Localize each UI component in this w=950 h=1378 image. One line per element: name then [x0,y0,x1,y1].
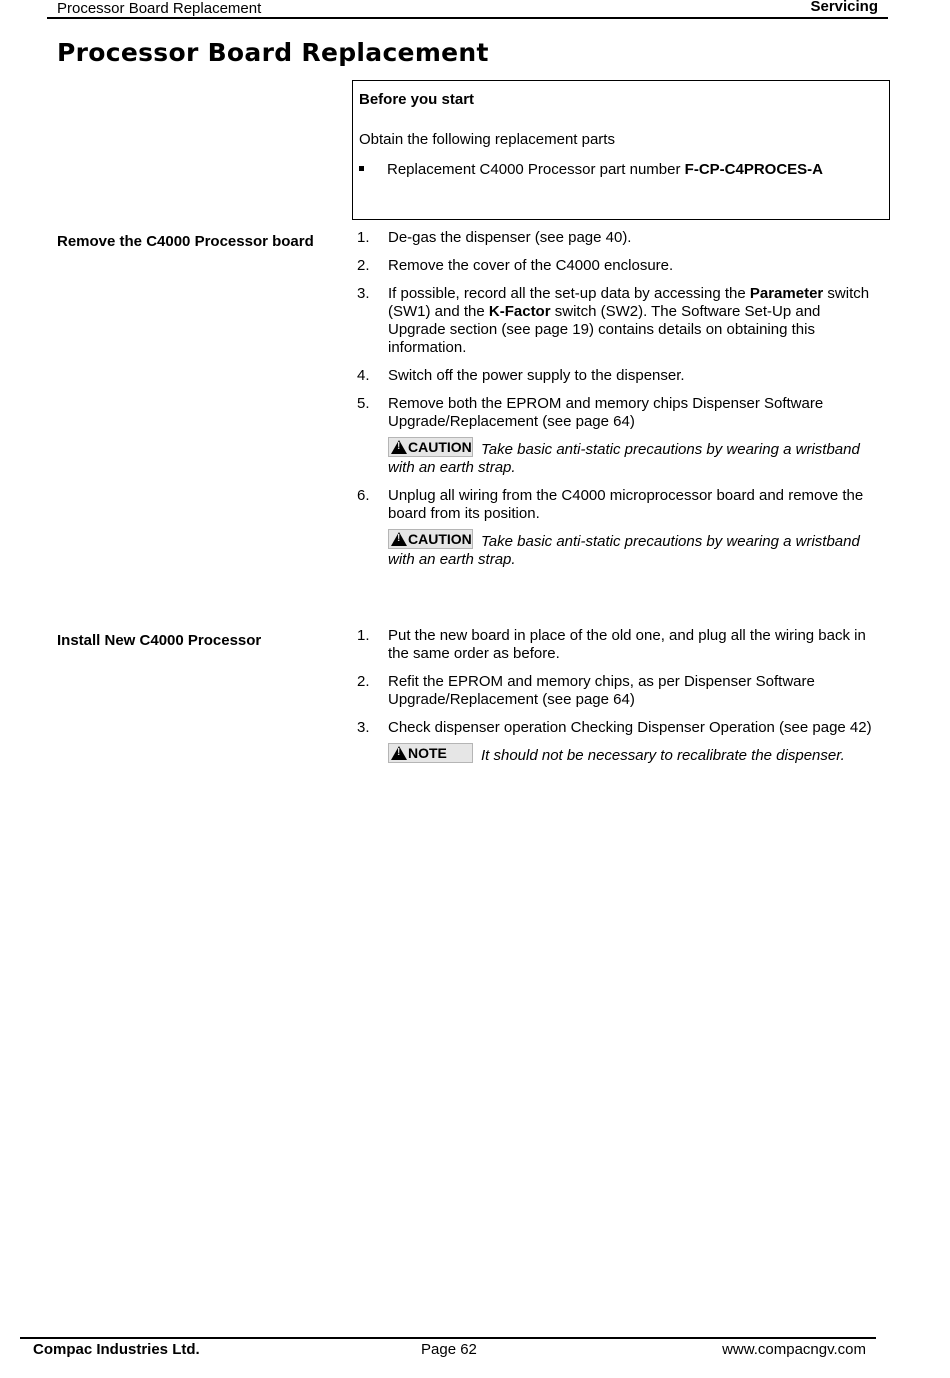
warning-triangle-icon [391,532,407,546]
step-item [357,673,877,709]
part-number: F-CP-C4PROCES-A [684,161,823,178]
step-text: Remove both the EPROM and memory chips Dispenser Software Upgrade/Replacement (see page 64) [388,395,824,430]
caution-text: Take basic anti-static precautions by wearing a wristband with an earth strap. [388,533,860,568]
step-number: 1. [357,627,370,644]
badge-label: CAUTION [408,531,472,547]
step-number: 2. [357,257,370,274]
caution-badge [388,437,473,457]
step-number: 2. [357,673,370,690]
step-text: Put the new board in place of the old one, and plug all the wiring back in the same order as before. [388,627,866,662]
box-intro: Obtain the following replacement parts [359,131,615,148]
step-item [357,395,877,431]
step-number: 5. [357,395,370,412]
footer-website: www.compacngv.com [722,1341,866,1358]
install-section-label: Install New C4000 Processor [57,632,262,649]
remove-section-label: Remove the C4000 Processor board [57,233,314,250]
step-text: De-gas the dispenser (see page 40). [388,229,632,246]
footer-company: Compac Industries Ltd. [33,1341,200,1358]
step-item [357,257,877,275]
remove-steps [357,229,877,579]
parts-bullet [359,161,823,178]
step-text: Refit the EPROM and memory chips, as per Dispenser Software Upgrade/Replacement (see page 64) [388,673,815,708]
step-text: Check dispenser operation Checking Dispenser Operation (see page 42) [388,719,872,736]
header-rule [47,17,888,19]
step-text: If possible, record all the set-up data by accessing the [388,285,750,302]
step-text: switch (SW1) and the [388,285,870,320]
caution-badge [388,529,473,549]
k-factor-term: K-Factor [488,303,551,320]
install-steps [357,627,877,775]
before-you-start-box [352,80,890,220]
caution-text: Take basic anti-static precautions by wearing a wristband with an earth strap. [388,441,860,476]
parameter-term: Parameter [749,285,824,302]
step-item [357,285,877,357]
step-item [357,487,877,523]
step-item [357,367,877,385]
step-number: 6. [357,487,370,504]
warning-triangle-icon [391,440,407,454]
badge-label: CAUTION [408,439,472,455]
caution-note [388,533,877,569]
note-text: It should not be necessary to recalibrate the dispenser. [481,747,845,764]
page-title: Processor Board Replacement [57,38,489,67]
footer-page-number: Page 62 [421,1341,477,1358]
bullet-text: Replacement C4000 Processor part number [387,161,685,178]
running-header-section: Servicing [810,0,878,15]
box-heading: Before you start [359,91,475,108]
warning-triangle-icon [391,746,407,760]
step-number: 4. [357,367,370,384]
footer-rule [20,1337,876,1339]
step-number: 3. [357,285,370,302]
note-badge [388,743,473,763]
step-item [357,627,877,663]
badge-label: NOTE [408,745,447,761]
running-header-title: Processor Board Replacement [57,0,262,17]
step-text: Unplug all wiring from the C4000 microprocessor board and remove the board from its position. [388,487,864,522]
step-number: 1. [357,229,370,246]
step-text: switch (SW2). The Software Set-Up and Upgrade section (see page 19) contains details on obtaining this information. [388,303,821,356]
note-callout [388,747,877,765]
step-text: Switch off the power supply to the dispenser. [388,367,685,384]
bullet-square-icon [359,166,364,171]
caution-note [388,441,877,477]
step-item [357,719,877,737]
step-text: Remove the cover of the C4000 enclosure. [388,257,674,274]
step-item [357,229,877,247]
step-number: 3. [357,719,370,736]
